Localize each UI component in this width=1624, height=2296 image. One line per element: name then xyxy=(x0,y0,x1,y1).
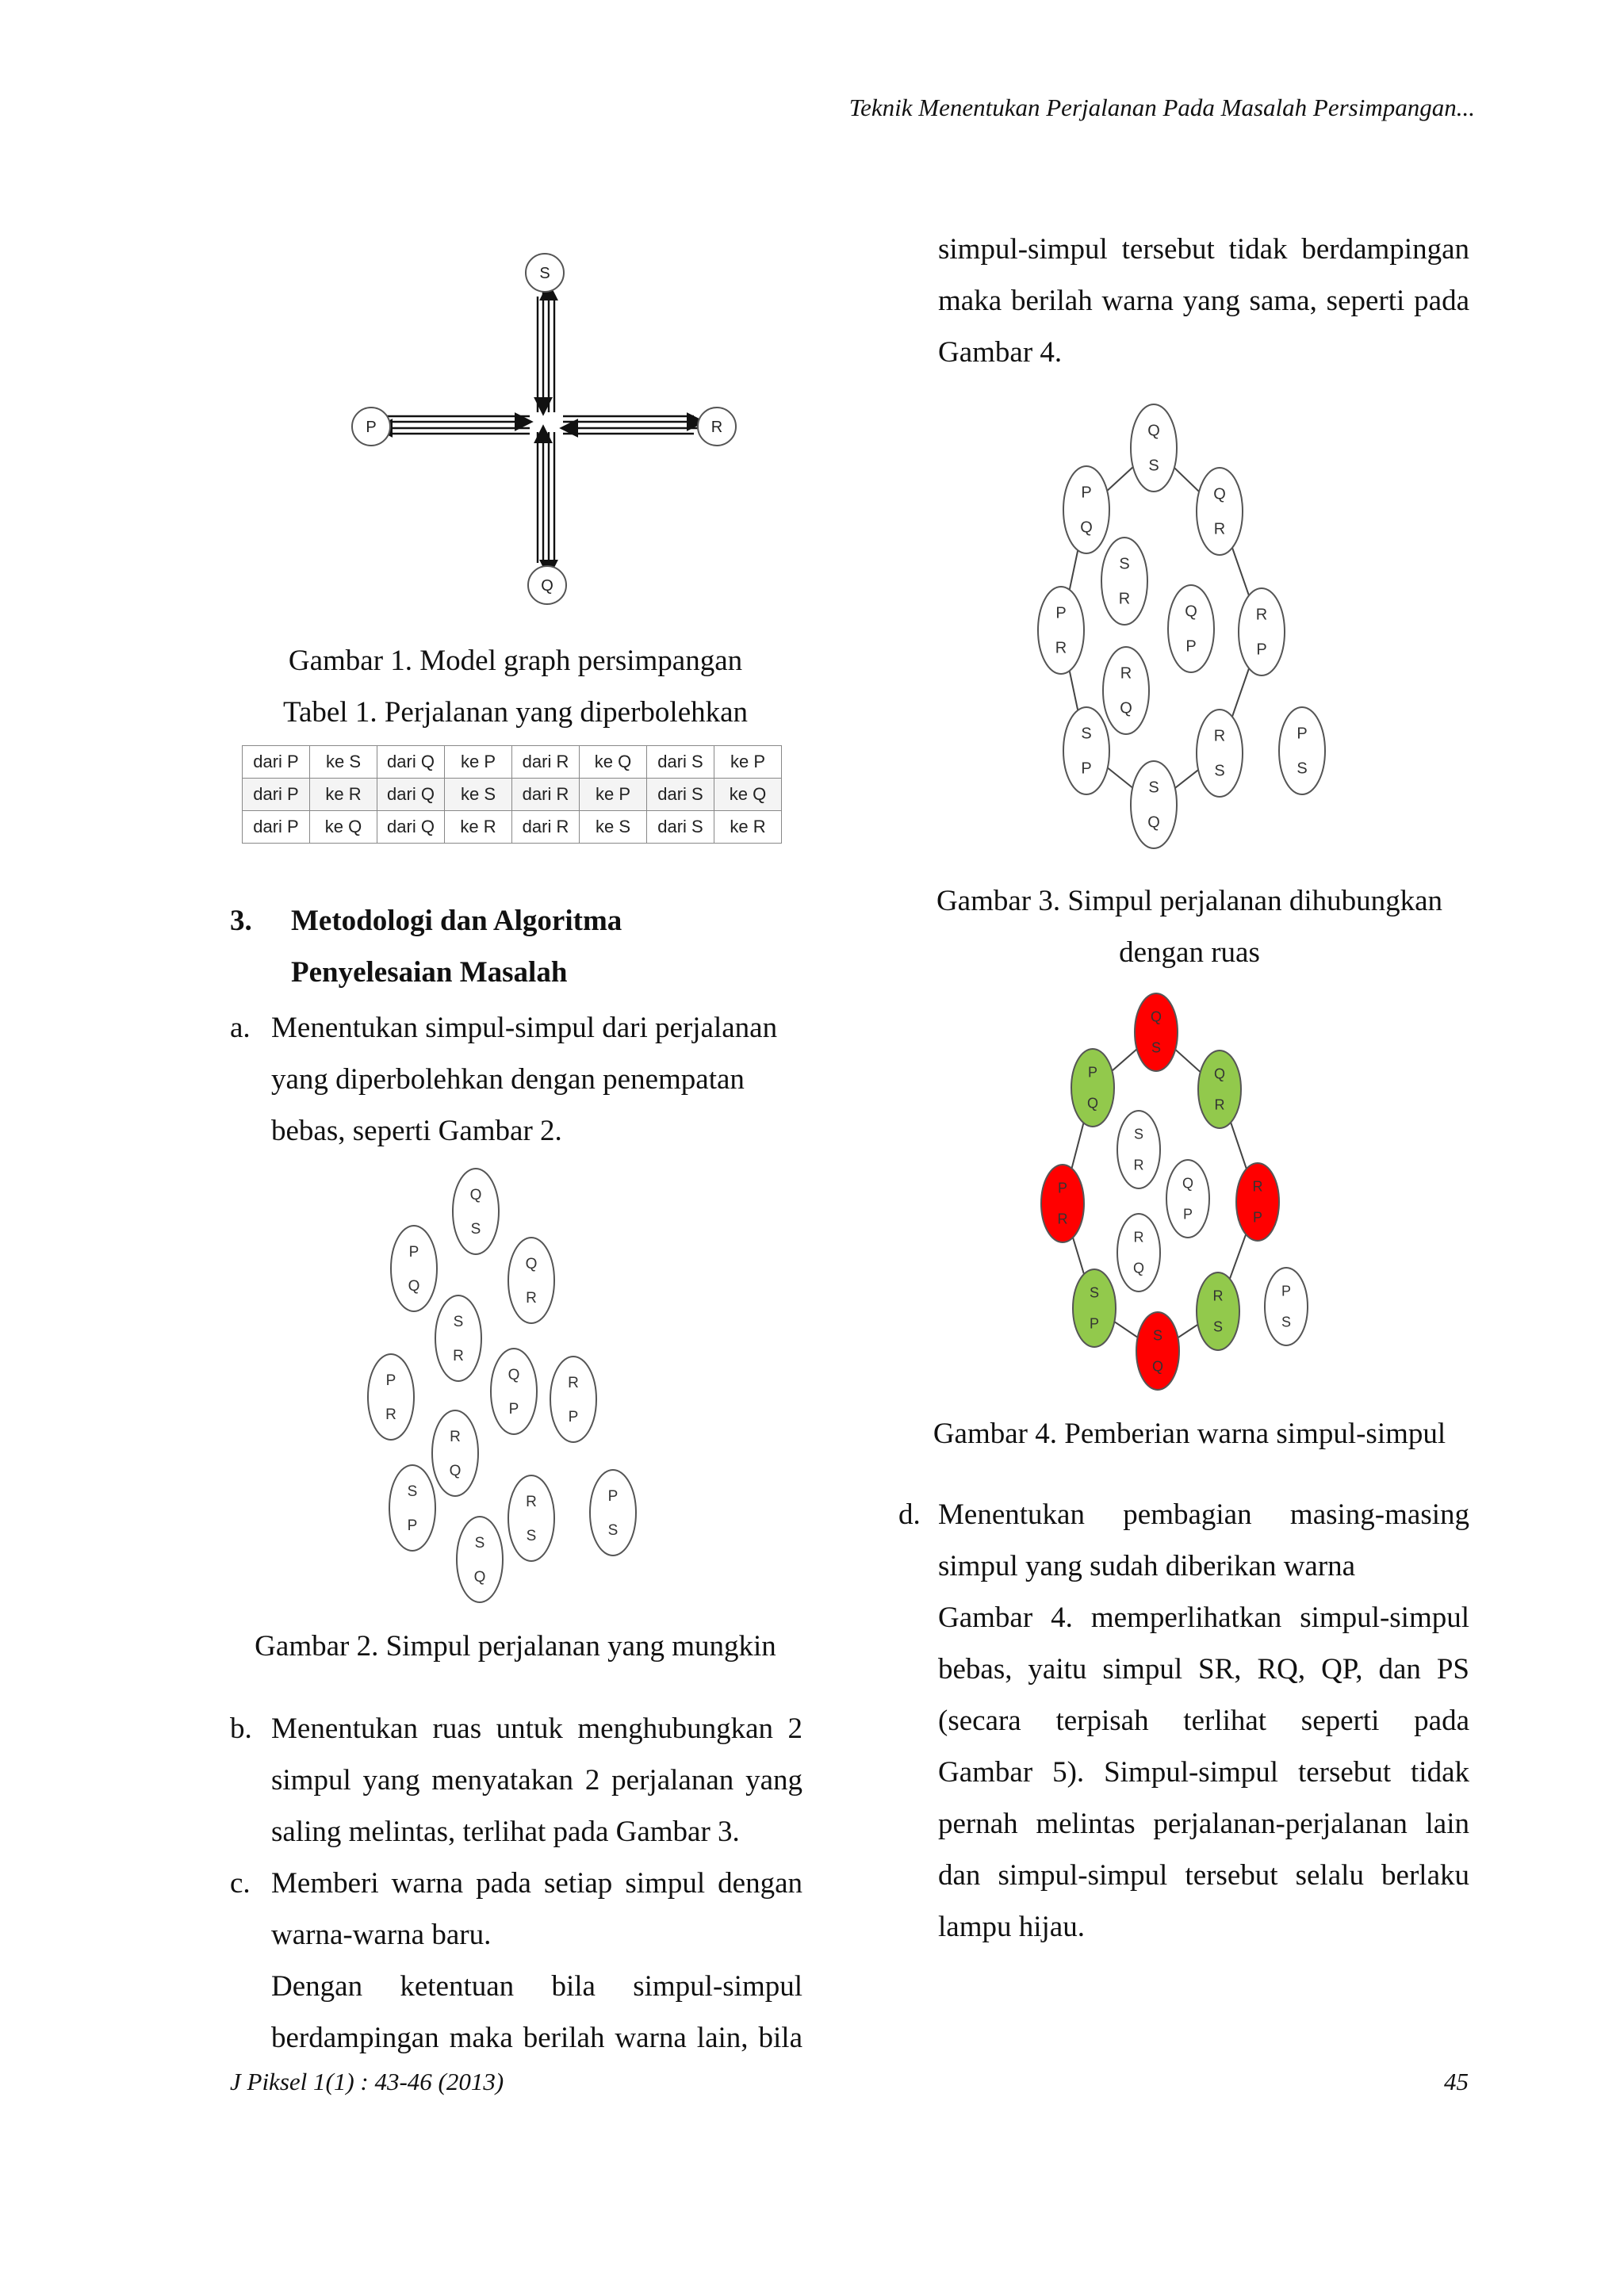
figure-2-node-shape xyxy=(590,1470,636,1556)
figure-2-node-bottom-letter: P xyxy=(407,1517,418,1535)
figure-4-node-bottom-letter: P xyxy=(1089,1315,1100,1332)
figure-3-node-bottom-letter: P xyxy=(1185,637,1197,656)
figure-2-node-top-letter: S xyxy=(474,1534,485,1552)
figure-3-node xyxy=(1038,587,1084,674)
figure-2-node-bottom-letter: S xyxy=(607,1522,619,1540)
figure-3-node-shape xyxy=(1063,707,1109,794)
figure-3-node-top-letter: P xyxy=(1055,604,1067,622)
figure-4-node-bottom-letter: S xyxy=(1151,1039,1162,1056)
figure-3-node-bottom-letter: Q xyxy=(1080,519,1093,537)
figure-4-node-shape xyxy=(1071,1049,1114,1127)
figure-4-node-bottom-letter: R xyxy=(1133,1157,1144,1173)
figure-3-node-bottom-letter: S xyxy=(1148,457,1159,475)
figure-3-node xyxy=(1063,707,1109,794)
figure-3-node-bottom-letter: P xyxy=(1081,760,1092,778)
figure-3-node-top-letter: P xyxy=(1081,484,1092,502)
figure-3-node-shape xyxy=(1197,710,1243,797)
figure-3-node-shape xyxy=(1131,404,1177,492)
figure-4-node-shape xyxy=(1198,1050,1241,1128)
item-d-text: Menentukan pembagian masing-masing simpul yang sudah diberikan warna Gambar 4. memperlihatkan simpul-simpul bebas, yaitu simpul SR, RQ, QP, dan PS (secara terpisah terlihat seperti pada Gambar 5). Simpul-simpul tersebut tidak pernah melintas perjalanan-perjalanan lain dan simpul-simpul tersebut selalu berlaku lampu hijau. xyxy=(938,1498,1469,1943)
figure-2-node xyxy=(389,1465,435,1551)
figure-4-node-top-letter: Q xyxy=(1182,1175,1194,1192)
figure-4-node-bottom-letter: P xyxy=(1182,1206,1193,1223)
figure-4-node-top-letter: P xyxy=(1087,1064,1098,1081)
figure-4-node-shape xyxy=(1197,1272,1239,1350)
section-3-number: 3. xyxy=(230,905,252,937)
figure-2-node-shape xyxy=(508,1238,554,1323)
figure-3-node-bottom-letter: R xyxy=(1055,639,1067,657)
figure-2-node-bottom-letter: R xyxy=(453,1348,464,1365)
figure-3-node xyxy=(1063,466,1109,553)
figure-3-node xyxy=(1197,468,1243,555)
figure-2-node-shape xyxy=(435,1295,481,1381)
node-top-label: S xyxy=(539,265,550,282)
figure-3-node-top-letter: Q xyxy=(1147,422,1160,440)
figure-4-node-bottom-letter: S xyxy=(1212,1318,1224,1335)
figure-2-node xyxy=(508,1238,554,1323)
figure-2-node-top-letter: R xyxy=(568,1374,579,1391)
figure-3-node-shape xyxy=(1063,466,1109,553)
figure-2-caption: Gambar 2. Simpul perjalanan yang mungkin xyxy=(255,1630,776,1663)
figure-4-node xyxy=(1198,1050,1241,1128)
figure-4-node xyxy=(1041,1165,1084,1242)
figure-4-node-shape xyxy=(1265,1268,1308,1345)
footer-journal: J Piksel 1(1) : 43-46 (2013) xyxy=(230,2068,504,2095)
figure-1-graph xyxy=(333,238,745,618)
figure-2-node-shape xyxy=(432,1410,478,1496)
figure-3-node-top-letter: S xyxy=(1081,725,1092,743)
figure-2-node-bottom-letter: P xyxy=(508,1401,519,1418)
figure-4-node xyxy=(1236,1163,1279,1241)
figure-4-node-top-letter: R xyxy=(1212,1288,1224,1304)
figure-3-node-shape xyxy=(1197,468,1243,555)
figure-4-node xyxy=(1265,1268,1308,1345)
figure-3-node-top-letter: Q xyxy=(1185,603,1197,621)
right-top-text: simpul-simpul tersebut tidak berdampingan maka berilah warna yang sama, seperti pada Gambar 4. xyxy=(938,233,1469,369)
figure-2-node-top-letter: R xyxy=(526,1493,537,1510)
figure-3-node-bottom-letter: R xyxy=(1213,520,1226,538)
figure-3-caption-line2: dengan ruas xyxy=(1119,936,1260,969)
figure-3-node xyxy=(1168,585,1214,672)
figure-3-node-shape xyxy=(1279,707,1325,794)
item-c-text: Memberi warna pada setiap simpul dengan warna-warna baru. Dengan ketentuan bila simpul-simpul berdampingan maka berilah warna lain, bila xyxy=(271,1867,802,2054)
figure-3-node-bottom-letter: S xyxy=(1214,762,1225,780)
section-3-title-line2: Penyelesaian Masalah xyxy=(291,956,568,989)
figure-2-node-top-letter: P xyxy=(607,1487,619,1505)
figure-4-node-shape xyxy=(1166,1160,1209,1238)
figure-4-node-top-letter: S xyxy=(1152,1327,1163,1344)
figure-4-node-top-letter: Q xyxy=(1213,1066,1226,1082)
node-bottom-label: Q xyxy=(541,577,553,595)
figure-2-node xyxy=(435,1295,481,1381)
figure-2-node-shape xyxy=(368,1354,414,1440)
figure-2-node-bottom-letter: R xyxy=(526,1290,537,1307)
table-row: dari P ke Q dari Q ke R dari R ke S dari S ke R xyxy=(243,811,782,844)
figure-2-node-top-letter: Q xyxy=(525,1255,538,1272)
figure-3-node xyxy=(1101,538,1147,625)
figure-4-node-shape xyxy=(1136,1312,1179,1390)
footer-page-number: 45 xyxy=(1444,2068,1469,2095)
figure-3-node-bottom-letter: P xyxy=(1256,641,1267,659)
figure-3-node-shape xyxy=(1168,585,1214,672)
figure-4-node-bottom-letter: S xyxy=(1281,1314,1292,1330)
figure-4-node-top-letter: R xyxy=(1252,1178,1263,1195)
figure-3-node-bottom-letter: S xyxy=(1297,760,1308,778)
figure-4-node xyxy=(1135,993,1178,1071)
node-left-label: P xyxy=(366,419,377,436)
figure-2-node xyxy=(508,1475,554,1561)
node-right-label: R xyxy=(710,419,723,436)
figure-4-node-shape xyxy=(1073,1269,1116,1347)
figure-4-node-top-letter: R xyxy=(1133,1229,1144,1246)
figure-2-node-bottom-letter: Q xyxy=(449,1463,462,1480)
figure-2-node-shape xyxy=(491,1349,537,1434)
figure-3-node xyxy=(1239,588,1285,675)
figure-4-node-bottom-letter: R xyxy=(1214,1096,1225,1113)
section-3-title-line1: Metodologi dan Algoritma xyxy=(291,905,622,937)
figure-2-node-top-letter: P xyxy=(408,1243,419,1261)
figure-2-node xyxy=(453,1169,499,1254)
figure-2-node-bottom-letter: S xyxy=(526,1528,537,1545)
figure-3-node xyxy=(1279,707,1325,794)
figure-2-node-bottom-letter: Q xyxy=(473,1569,486,1586)
figure-2-node xyxy=(368,1354,414,1440)
figure-2-node-shape xyxy=(457,1517,503,1602)
figure-2-node-shape xyxy=(550,1357,596,1442)
figure-2-node-top-letter: R xyxy=(450,1428,461,1445)
table-1-caption: Tabel 1. Perjalanan yang diperbolehkan xyxy=(282,696,749,729)
figure-3-node-shape xyxy=(1103,647,1149,734)
figure-4-node-shape xyxy=(1236,1163,1279,1241)
figure-3-node-bottom-letter: R xyxy=(1118,590,1131,608)
figure-4-node-top-letter: S xyxy=(1133,1126,1144,1142)
table-1 xyxy=(242,745,782,844)
figure-3-node-top-letter: R xyxy=(1120,664,1132,683)
figure-2-node-bottom-letter: R xyxy=(385,1406,396,1424)
figure-4-node-bottom-letter: R xyxy=(1057,1211,1068,1227)
figure-3-node-top-letter: S xyxy=(1148,779,1159,797)
figure-3-node-bottom-letter: Q xyxy=(1120,699,1132,718)
figure-3-node-bottom-letter: Q xyxy=(1147,813,1160,832)
item-b-marker: b. xyxy=(230,1712,252,1745)
figure-3-node-shape xyxy=(1239,588,1285,675)
item-c-marker: c. xyxy=(230,1867,251,1900)
figure-4-caption: Gambar 4. Pemberian warna simpul-simpul xyxy=(933,1418,1446,1450)
figure-3-node-top-letter: Q xyxy=(1213,485,1226,503)
figure-2-node-top-letter: Q xyxy=(469,1186,482,1203)
figure-2-node-top-letter: Q xyxy=(508,1366,520,1383)
figure-2-node xyxy=(590,1470,636,1556)
figure-4-node-top-letter: P xyxy=(1057,1180,1068,1196)
figure-4-node-top-letter: P xyxy=(1281,1283,1292,1299)
figure-3-node-shape xyxy=(1131,761,1177,848)
figure-4-node-shape xyxy=(1041,1165,1084,1242)
figure-2-node-top-letter: S xyxy=(407,1483,418,1500)
item-a-marker: a. xyxy=(230,1012,251,1044)
figure-3-node-top-letter: S xyxy=(1119,555,1130,573)
figure-3-node-shape xyxy=(1038,587,1084,674)
figure-3-node xyxy=(1131,761,1177,848)
running-header: Teknik Menentukan Perjalanan Pada Masalah Persimpangan... xyxy=(848,94,1475,121)
figure-3-node-top-letter: R xyxy=(1255,606,1268,624)
figure-2-node-shape xyxy=(453,1169,499,1254)
item-a-text: Menentukan simpul-simpul dari perjalanan yang diperbolehkan dengan penempatan bebas, seperti Gambar 2. xyxy=(271,1012,778,1147)
figure-4-node xyxy=(1166,1160,1209,1238)
figure-4-node-top-letter: Q xyxy=(1150,1008,1162,1025)
figure-4-node-top-letter: S xyxy=(1089,1284,1100,1301)
figure-2-node xyxy=(432,1410,478,1496)
figure-2-node-bottom-letter: P xyxy=(568,1409,579,1426)
figure-3-node xyxy=(1103,647,1149,734)
figure-2-node-shape xyxy=(389,1465,435,1551)
figure-4-node xyxy=(1117,1111,1160,1188)
figure-3-node xyxy=(1131,404,1177,492)
item-b-text: Menentukan ruas untuk menghubungkan 2 simpul yang menyatakan 2 perjalanan yang saling melintas, terlihat pada Gambar 3. xyxy=(271,1712,802,1848)
figure-1-caption: Gambar 1. Model graph persimpangan xyxy=(288,645,743,677)
figure-4-node xyxy=(1073,1269,1116,1347)
figure-3-node-top-letter: P xyxy=(1297,725,1308,743)
table-row: dari P ke S dari Q ke P dari R ke Q dari S ke P xyxy=(243,746,782,779)
figure-3-node-shape xyxy=(1101,538,1147,625)
figure-4-node xyxy=(1117,1214,1160,1292)
figure-2-node xyxy=(550,1357,596,1442)
figure-4-node xyxy=(1071,1049,1114,1127)
figure-4-node-shape xyxy=(1117,1111,1160,1188)
figure-2-node-shape xyxy=(391,1226,437,1311)
figure-2-node xyxy=(391,1226,437,1311)
figure-2-node-top-letter: S xyxy=(453,1313,464,1330)
figure-4-node xyxy=(1136,1312,1179,1390)
figure-2-nodes xyxy=(349,1165,682,1609)
figure-4-node-shape xyxy=(1135,993,1178,1071)
figure-2-node-top-letter: P xyxy=(385,1372,396,1389)
figure-2-node-bottom-letter: S xyxy=(470,1221,481,1238)
figure-4-node-bottom-letter: Q xyxy=(1151,1358,1164,1375)
figure-2-node xyxy=(457,1517,503,1602)
figure-3-graph xyxy=(1023,392,1356,860)
item-d-marker: d. xyxy=(898,1498,921,1531)
figure-4-node-bottom-letter: Q xyxy=(1132,1260,1145,1276)
figure-3-node xyxy=(1197,710,1243,797)
figure-3-node-top-letter: R xyxy=(1213,727,1226,745)
figure-4-node-bottom-letter: P xyxy=(1252,1209,1263,1226)
figure-4-node-bottom-letter: Q xyxy=(1086,1095,1099,1112)
figure-4-colored-graph xyxy=(1031,983,1348,1395)
table-row: dari P ke R dari Q ke S dari R ke P dari S ke Q xyxy=(243,779,782,811)
figure-2-node-bottom-letter: Q xyxy=(408,1278,420,1295)
figure-4-node-shape xyxy=(1117,1214,1160,1292)
figure-4-node xyxy=(1197,1272,1239,1350)
figure-2-node xyxy=(491,1349,537,1434)
figure-2-node-shape xyxy=(508,1475,554,1561)
figure-3-caption-line1: Gambar 3. Simpul perjalanan dihubungkan xyxy=(936,885,1443,917)
